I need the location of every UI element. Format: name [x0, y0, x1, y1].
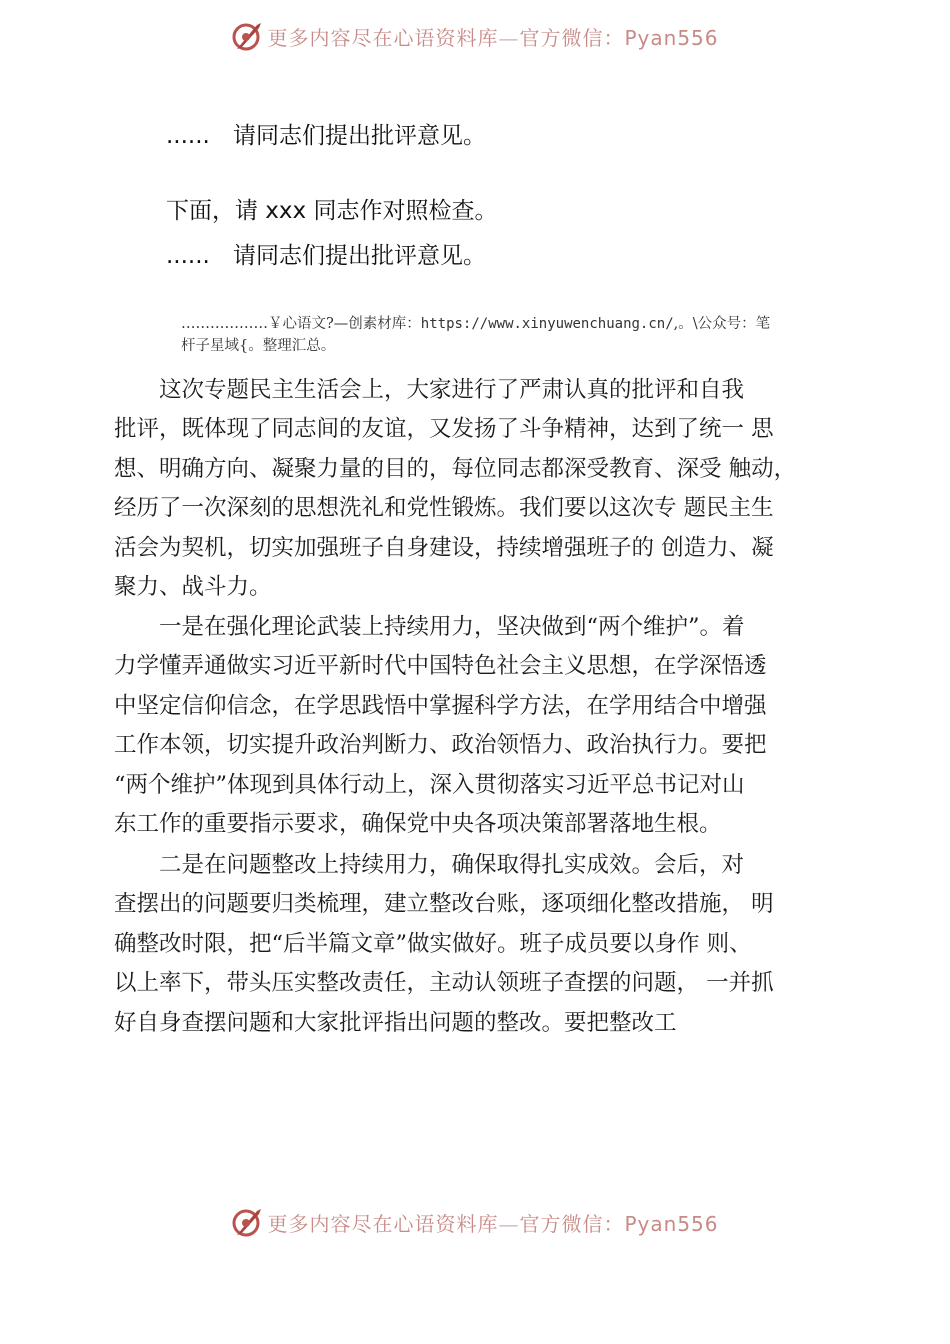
paragraph-line: 力学懂弄通做实习近平新时代中国特色社会主义思想，在学深悟透 [114, 653, 767, 680]
line-3-text: 请同志们提出批评意见。 [233, 243, 486, 269]
paragraph-line: 这次专题民主生活会上，大家进行了严肃认真的批评和自我 [114, 377, 745, 403]
banner-text [267, 22, 718, 51]
line-criticism-request-2 [166, 237, 486, 270]
paragraph-line: 工作本领，切实提升政治判断力、政治领悟力、政治执行力。要把 [114, 732, 767, 759]
line-next-speaker [166, 192, 497, 225]
banner-wechat-id: Pyan556 [624, 25, 719, 50]
source-note-line-1 [181, 313, 871, 335]
banner-title: 更多内容尽在心语资料库 [267, 25, 499, 50]
paragraph-line: 一是在强化理论武装上持续用力，坚决做到“两个维护”。着 [114, 614, 745, 640]
ellipsis-1: ...... [166, 123, 210, 149]
source-note-prefix: ………………￥心语文?—创素材库： [181, 316, 421, 332]
paragraph-theory [114, 608, 859, 844]
paragraph-rectification [114, 846, 859, 1043]
banner-separator: — [498, 25, 520, 50]
quill-logo-icon [231, 19, 265, 53]
paragraph-line: 确整改时限，把“后半篇文章”做实做好。班子成员要以身作 则、 [114, 930, 752, 957]
banner-text [267, 1208, 718, 1237]
paragraph-line: 活会为契机，切实加强班子自身建设，持续增强班子的 创造力、凝 [114, 534, 774, 561]
paragraph-line: 二是在问题整改上持续用力，确保取得扎实成效。会后，对 [114, 852, 745, 878]
paragraph-line: 好自身查摆问题和大家批评指出问题的整改。要把整改工 [114, 1009, 677, 1036]
paragraph-line: 查摆出的问题要归类梳理，建立整改台账，逐项细化整改措施， 明 [114, 891, 774, 918]
paragraph-line: 批评，既体现了同志间的友谊，又发扬了斗争精神，达到了统一 思 [114, 416, 774, 443]
source-note-suffix: ,。\公众号：笔 [673, 316, 771, 332]
ellipsis-2: ...... [166, 243, 210, 269]
source-note [181, 313, 871, 357]
paragraph-line: 经历了一次深刻的思想洗礼和党性锻炼。我们要以这次专 题民主生 [114, 495, 774, 522]
source-note-line-2: 杆子星域{。整理汇总。 [181, 338, 336, 354]
paragraph-line: “两个维护”体现到具体行动上，深入贯彻落实习近平总书记对山 [114, 771, 745, 798]
line-criticism-request-1 [166, 117, 486, 150]
paragraph-line: 聚力、战斗力。 [114, 574, 272, 601]
banner-title: 更多内容尽在心语资料库 [267, 1211, 499, 1236]
paragraph-summary [114, 371, 859, 607]
footer-banner [0, 1202, 950, 1242]
paragraph-line: 以上率下，带头压实整改责任，主动认领班子查摆的问题， 一并抓 [114, 970, 774, 997]
banner-wechat-label: 官方微信： [519, 1211, 625, 1236]
header-banner [0, 16, 950, 56]
line-2-text: 下面，请 xxx 同志作对照检查。 [166, 198, 498, 224]
source-url: https://www.xinyuwenchuang.cn/ [420, 316, 674, 332]
quill-logo-icon [231, 1205, 265, 1239]
paragraph-line: 想、明确方向、凝聚力量的目的，每位同志都深受教育、深受 触动， [114, 455, 797, 482]
banner-wechat-label: 官方微信： [519, 25, 625, 50]
line-1-text: 请同志们提出批评意见。 [233, 123, 486, 149]
paragraph-line: 东工作的重要指示要求，确保党中央各项决策部署落地生根。 [114, 811, 722, 838]
paragraph-line: 中坚定信仰信念，在学思践悟中掌握科学方法，在学用结合中增强 [114, 692, 767, 719]
banner-separator: — [498, 1211, 520, 1236]
banner-wechat-id: Pyan556 [624, 1211, 719, 1236]
